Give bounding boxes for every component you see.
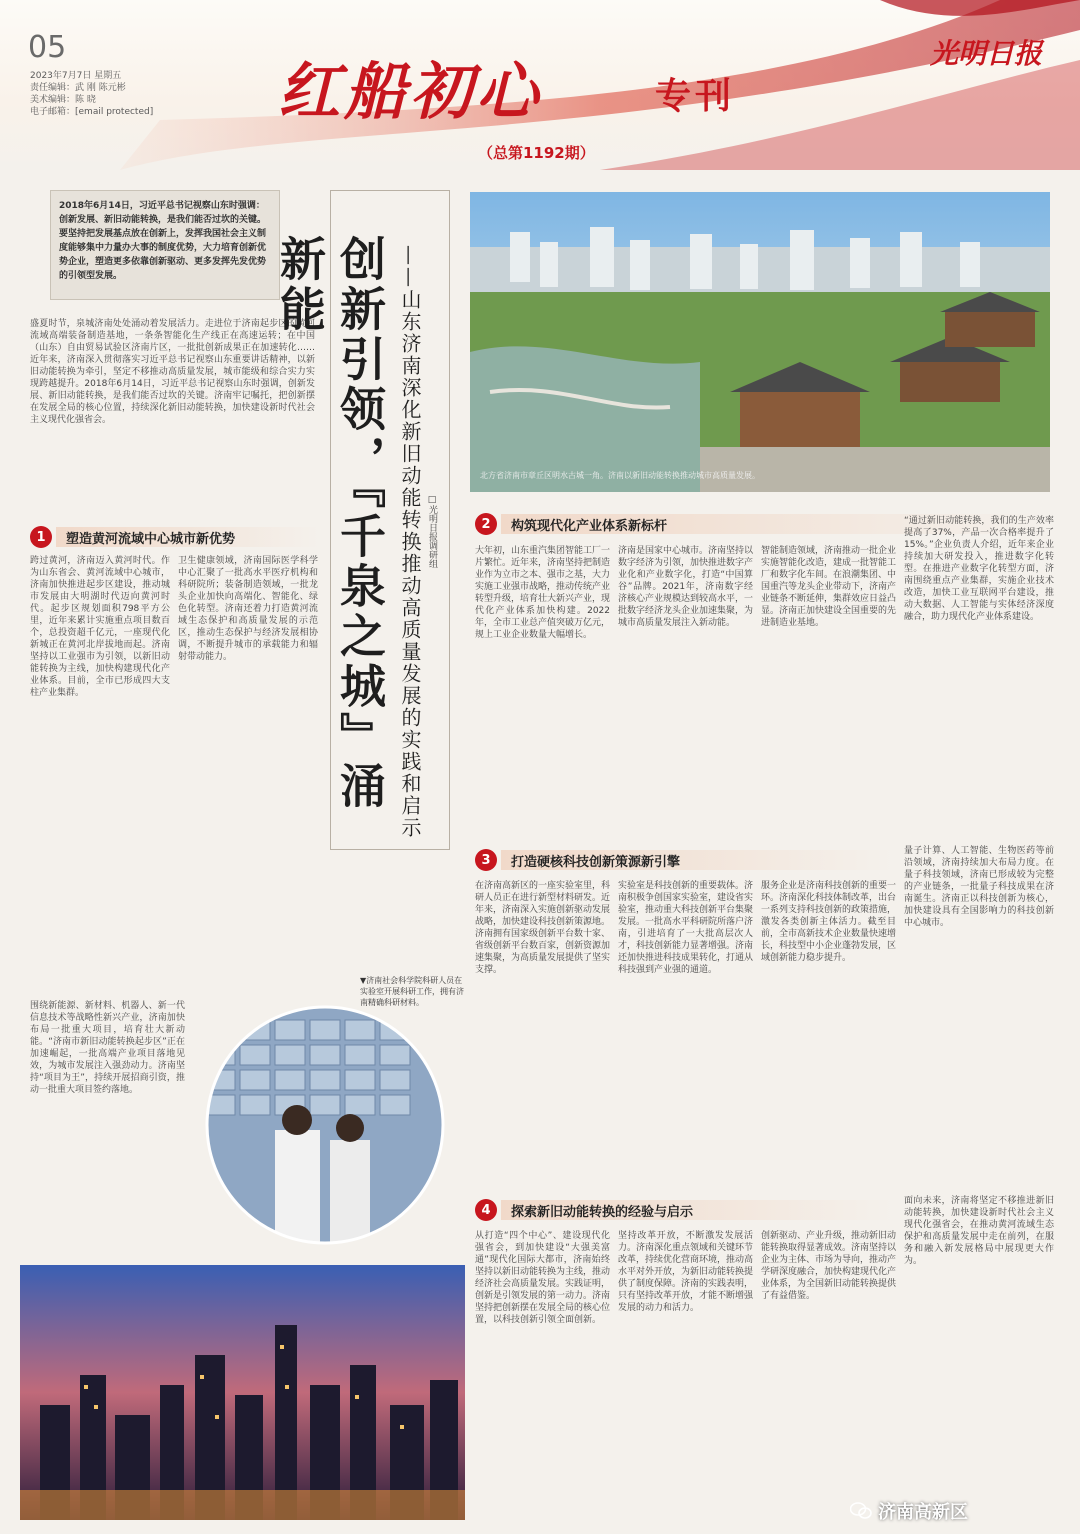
section-number: 4	[475, 1199, 497, 1221]
masthead	[0, 0, 1080, 170]
section-header-1	[30, 525, 320, 549]
section-1-column-a: 跨过黄河，济南迈入黄河时代。作为山东省会、黄河流域中心城市，济南加快推进起步区建设，推动城市发展由大明湖时代迈向黄河时代。起步区规划面积798平方公里，近年来累计实施重点项目数百个，总投资超千亿元，一座现代化新城正在黄河北岸拔地而起。济南坚持以工业强市为引领，以新旧动能转换为主线，加快构建现代化产业体系。目前，全市已形成四大支柱产业集群。	[30, 556, 170, 698]
section-header-4	[475, 1198, 895, 1222]
section-3-column-d: 量子计算、人工智能、生物医药等前沿领域，济南持续加大布局力度。在量子科技领域，济南已形成较为完整的产业链条，一批量子科技成果在济南诞生。济南正以科技创新为核心，加快建设具有全国影响力的科技创新中心城市。	[904, 846, 1054, 928]
wechat-icon	[850, 1502, 872, 1520]
section-2-column-d: “通过新旧动能转换，我们的生产效率提高了37%，产品一次合格率提升了15%。”企业负责人介绍，近年来企业持续加大研发投入，推进数字化转型。在推进产业数字化转型方面，济南围绕重点产业集群，实施企业技术改造，加快工业互联网平台建设，推动大数据、人工智能与实体经济深度融合，助力现代化产业体系建设。	[904, 516, 1054, 622]
byline: □光明日报调研组	[427, 495, 437, 568]
section-3-column-c: 服务企业是济南科技创新的重要一环。济南深化科技体制改革，出台一系列支持科技创新的政策措施，激发各类创新主体活力。截至目前，全市高新技术企业数量快速增长，科技型中小企业蓬勃发展，区域创新能力稳步提升。	[761, 881, 896, 963]
section-3-column-a: 在济南高新区的一座实验室里，科研人员正在进行新型材料研发。近年来，济南深入实施创新驱动发展战略，加快建设科技创新策源地。济南拥有国家级创新平台数十家、省级创新平台数百家，创新资源加速集聚，为高质量发展提供了坚实支撑。	[475, 881, 610, 975]
section-1-column-c: 围绕新能源、新材料、机器人、新一代信息技术等战略性新兴产业，济南加快布局一批重大项目，培育壮大新动能。“济南市新旧动能转换起步区”正在加速崛起，一批高端产业项目落地见效，为城市发展注入强劲动力。济南坚持“项目为王”，持续开展招商引资，推动一批重大项目签约落地。	[30, 1001, 185, 1095]
section-2-column-a: 大年初，山东重汽集团智能工厂一片繁忙。近年来，济南坚持把制造业作为立市之本、强市之基，大力实施工业强市战略，推动传统产业转型升级，培育壮大新兴产业，现代化产业体系加快构建。2022年，全市工业总产值突破万亿元，规上工业企业数量大幅增长。	[475, 546, 610, 640]
issue-number: （总第1192期）	[478, 144, 595, 162]
watermark-text: 济南高新区	[878, 1502, 968, 1523]
city-night-photo	[20, 1265, 465, 1520]
main-headline: 创新引领，『千泉之城』涌新能	[273, 235, 387, 812]
lead-paragraph: 盛夏时节，泉城济南处处涌动着发展活力。走进位于济南起步区的黄河流域高端装备制造基地，一条条智能化生产线正在高速运转；在中国（山东）自由贸易试验区济南片区，一批批创新成果正在加速转化……近年来，济南深入贯彻落实习近平总书记视察山东重要讲话精神，以新旧动能转换为牵引，坚定不移推动高质量发展，城市能级和综合实力实现跨越提升。2018年6月14日，习近平总书记视察山东时强调，创新发展、新旧动能转换，是我们能否过坎的关键。济南牢记嘱托，把创新摆在发展全局的核心位置，持续深化新旧动能转换，加快建设新时代社会主义现代化强省会。	[30, 319, 315, 425]
meta-line: 电子邮箱：[email protected]	[30, 107, 154, 117]
section-2-column-b: 济南是国家中心城市。济南坚持以数字经济为引领，加快推进数字产业化和产业数字化，打造“中国算谷”品牌。2021年，济南数字经济核心产业规模达到较高水平，一批数字经济龙头企业加速集聚，为城市高质量发展注入新动能。	[618, 546, 753, 628]
section-title: 打造硬核科技创新策源新引擎	[501, 850, 895, 870]
section-4-column-a: 从打造“四个中心”、建设现代化强省会，到加快建设“大强美富通”现代化国际大都市，济南始终坚持以新旧动能转换为主线，推动经济社会高质量发展。实践证明，创新是引领发展的第一动力。济南坚持把创新摆在发展全局的核心位置，以科技创新引领全面创新。	[475, 1231, 610, 1325]
masthead-meta	[30, 70, 153, 118]
town-aerial-photo	[470, 192, 1050, 492]
lab-photo	[195, 1000, 455, 1250]
section-4-column-b: 坚持改革开放，不断激发发展活力。济南深化重点领域和关键环节改革，持续优化营商环境，推动高水平对外开放，为新旧动能转换提供了制度保障。济南的实践表明，只有坚持改革开放，才能不断增强发展的动力和活力。	[618, 1231, 753, 1313]
section-title: 塑造黄河流域中心城市新优势	[56, 527, 320, 547]
section-number: 3	[475, 849, 497, 871]
newspaper-logo: 光明日报	[930, 37, 1043, 70]
section-number: 1	[30, 526, 52, 548]
lab-photo-caption: ▼济南社会科学院科研人员在实验室开展科研工作，拥有济南精确科研材料。	[360, 976, 464, 1007]
meta-line: 美术编辑：陈 晓	[30, 95, 96, 105]
intro-box: 2018年6月14日，习近平总书记视察山东时强调：创新发展、新旧动能转换，是我们能否过坎的关键。要坚持把发展基点放在创新上，发挥我国社会主义制度能够集中力量办大事的制度优势，大力培育创新优势企业，塑造更多依靠创新驱动、更多发挥先发优势的引领型发展。	[50, 190, 280, 300]
section-title: 构筑现代化产业体系新标杆	[501, 514, 1050, 534]
section-title: 探索新旧动能转换的经验与启示	[501, 1200, 895, 1220]
section-2-column-c: 智能制造领域，济南推动一批企业实施智能化改造，建成一批智能工厂和数字化车间。在浪潮集团、中国重汽等龙头企业带动下，济南产业链条不断延伸，集群效应日益凸显。济南正加快建设全国重要的先进制造业基地。	[761, 546, 896, 628]
meta-line: 2023年7月7日 星期五	[30, 71, 122, 81]
section-4-column-c: 创新驱动、产业升级，推动新旧动能转换取得显著成效。济南坚持以企业为主体、市场为导向，推动产学研深度融合，加快构建现代化产业体系，为全国新旧动能转换提供了有益借鉴。	[761, 1231, 896, 1301]
masthead-title: 红船初心	[278, 55, 543, 128]
masthead-subtitle: 专刊	[655, 76, 736, 117]
section-header-3	[475, 848, 895, 872]
meta-line: 责任编辑：武 刚 陈元彬	[30, 83, 126, 93]
page-number: 05	[28, 30, 67, 65]
wechat-watermark	[850, 1498, 968, 1524]
section-1-column-b: 卫生健康领域，济南国际医学科学中心汇聚了一批高水平医疗机构和科研院所；装备制造领域，一批龙头企业加快向高端化、智能化、绿色化转型。济南还着力打造黄河流域生态保护和高质量发展的示范区，推动生态保护与经济发展相协调，不断提升城市的承载能力和辐射带动能力。	[178, 556, 318, 662]
section-number: 2	[475, 513, 497, 535]
section-3-column-b: 实验室是科技创新的重要载体。济南积极争创国家实验室，建设省实验室，推动重大科技创新平台集聚发展。一批高水平科研院所落户济南，引进培育了一大批高层次人才，科技创新能力显著增强。济南还加快推进科技成果转化，打通从科技强到产业强的通道。	[618, 881, 753, 975]
headline-block	[273, 195, 450, 845]
section-4-column-d: 面向未来，济南将坚定不移推进新旧动能转换，加快建设新时代社会主义现代化强省会，在推动黄河流域生态保护和高质量发展中走在前列，在服务和融入新发展格局中展现更大作为。	[904, 1196, 1054, 1266]
sub-headline: ——山东济南深化新旧动能转换推动高质量发展的实践和启示	[398, 245, 422, 839]
photo-caption: 北方省济南市章丘区明水古城一角。济南以新旧动能转换推动城市高质量发展。	[480, 471, 760, 480]
